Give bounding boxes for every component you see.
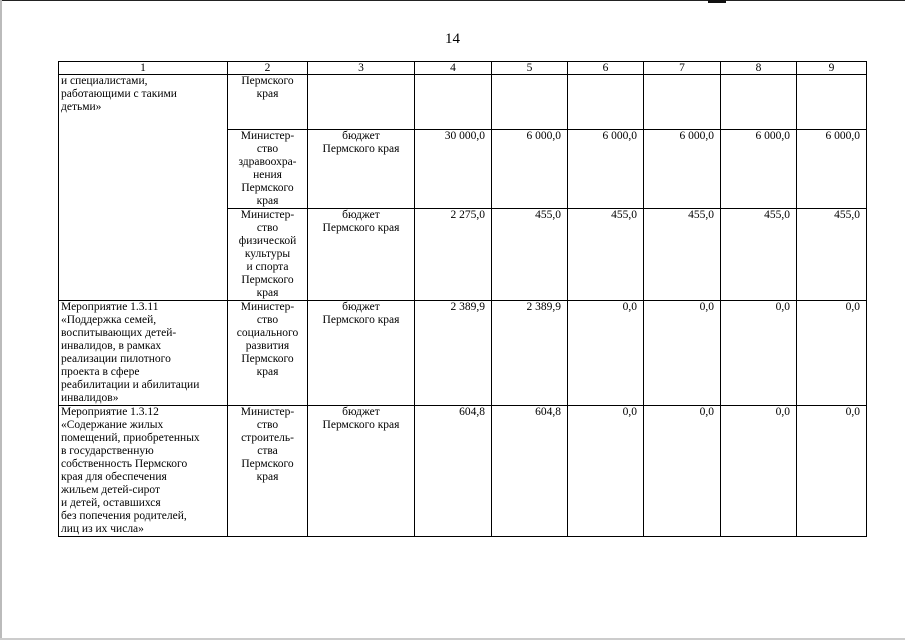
executor-text: Министер- ство социального развития Пермского края — [236, 301, 299, 378]
activity-cell — [59, 75, 228, 301]
value-year-1: 6 000,0 — [492, 130, 568, 209]
value-year-4: 0,0 — [721, 406, 797, 537]
source-cell — [308, 406, 415, 537]
value-year-5 — [797, 75, 867, 130]
source-cell — [308, 301, 415, 406]
value-year-5: 0,0 — [797, 301, 867, 406]
value-total: 2 389,9 — [415, 301, 492, 406]
executor-text: Пермского края — [241, 75, 294, 100]
source-text: бюджет Пермского края — [322, 406, 400, 431]
source-cell — [308, 75, 415, 130]
activity-text: и специалистами, работающими с такими детьми» — [61, 75, 177, 113]
value-year-2 — [568, 75, 644, 130]
executor-cell — [228, 130, 308, 209]
column-number: 4 — [415, 62, 492, 75]
value-year-3: 0,0 — [644, 301, 721, 406]
source-cell — [308, 130, 415, 209]
value-year-4: 6 000,0 — [721, 130, 797, 209]
source-text: бюджет Пермского края — [322, 301, 400, 326]
activity-cell — [59, 406, 228, 537]
column-number: 3 — [308, 62, 415, 75]
column-number-row — [59, 62, 867, 75]
value-year-1 — [492, 75, 568, 130]
value-total: 2 275,0 — [415, 209, 492, 301]
column-number: 1 — [59, 62, 228, 75]
activity-text: Мероприятие 1.3.11 «Поддержка семей, воспитывающих детей- инвалидов, в рамках реализации пилотного проекта в сфере реабилитации и абилитации инвалидов» — [61, 301, 200, 404]
value-year-5: 6 000,0 — [797, 130, 867, 209]
column-number: 7 — [644, 62, 721, 75]
value-total — [415, 75, 492, 130]
activity-text: Мероприятие 1.3.12 «Содержание жилых помещений, приобретенных в государственную собственность Пермского края для обеспечения жильем детей-сирот и детей, оставшихся без попечения родителей, лиц из их числа» — [61, 406, 200, 535]
scan-top-border — [0, 0, 905, 1]
executor-cell — [228, 209, 308, 301]
value-total: 30 000,0 — [415, 130, 492, 209]
activity-cell — [59, 301, 228, 406]
value-year-3: 0,0 — [644, 406, 721, 537]
executor-text: Министер- ство строитель- ства Пермского края — [240, 406, 295, 483]
value-year-3: 6 000,0 — [644, 130, 721, 209]
value-year-2: 0,0 — [568, 406, 644, 537]
value-year-1: 604,8 — [492, 406, 568, 537]
value-total: 604,8 — [415, 406, 492, 537]
scan-mark — [708, 0, 726, 3]
executor-cell — [228, 301, 308, 406]
column-number: 6 — [568, 62, 644, 75]
executor-text: Министер- ство здравоохра- нения Пермского края — [238, 130, 297, 207]
table-row — [59, 75, 867, 130]
source-text: бюджет Пермского края — [322, 209, 400, 234]
column-number: 9 — [797, 62, 867, 75]
value-year-1: 455,0 — [492, 209, 568, 301]
page-number: 14 — [445, 31, 460, 47]
source-cell — [308, 209, 415, 301]
executor-cell — [228, 406, 308, 537]
executor-text: Министер- ство физической культуры и спорта Пермского края — [238, 209, 297, 299]
column-number: 5 — [492, 62, 568, 75]
column-number: 2 — [228, 62, 308, 75]
value-year-1: 2 389,9 — [492, 301, 568, 406]
source-text: бюджет Пермского края — [322, 130, 400, 155]
value-year-4: 0,0 — [721, 301, 797, 406]
table-row — [59, 406, 867, 537]
column-number: 8 — [721, 62, 797, 75]
value-year-2: 455,0 — [568, 209, 644, 301]
value-year-5: 455,0 — [797, 209, 867, 301]
table-row — [59, 301, 867, 406]
budget-table — [58, 61, 867, 537]
value-year-5: 0,0 — [797, 406, 867, 537]
scan-left-shadow — [0, 0, 2, 640]
value-year-4 — [721, 75, 797, 130]
value-year-2: 0,0 — [568, 301, 644, 406]
executor-cell — [228, 75, 308, 130]
value-year-3: 455,0 — [644, 209, 721, 301]
value-year-2: 6 000,0 — [568, 130, 644, 209]
value-year-3 — [644, 75, 721, 130]
value-year-4: 455,0 — [721, 209, 797, 301]
